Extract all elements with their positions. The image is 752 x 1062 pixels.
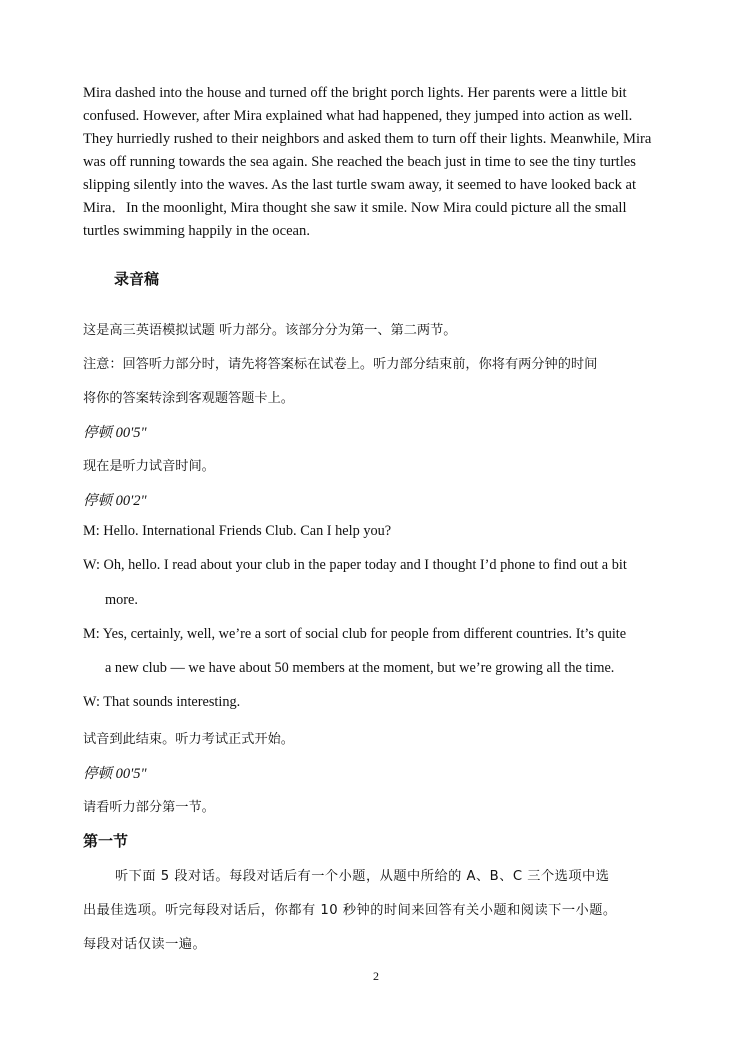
pause-marker: 停顿 00'5" — [83, 766, 147, 782]
story-line: They hurriedly rushed to their neighbors and asked them to turn off their lights. Meanwhile, Mira — [83, 131, 652, 147]
test-end-text: 试音到此结束。听力考试正式开始。 — [83, 732, 294, 747]
transcript-note-line: 将你的答案转涂到客观题答题卡上。 — [83, 391, 294, 406]
story-paragraph — [83, 82, 672, 243]
section1-instruction-line: 听下面 5 段对话。每段对话后有一个小题，从题中所给的 A、B、C 三个选项中选 — [115, 869, 610, 884]
dialogue-line: W: That sounds interesting. — [83, 694, 241, 710]
look-section-text: 请看听力部分第一节。 — [83, 800, 215, 815]
pause-marker: 停顿 00'2" — [83, 493, 147, 509]
section1-heading: 第一节 — [83, 832, 129, 850]
section1-instruction-line: 每段对话仅读一遍。 — [83, 937, 207, 952]
story-line: confused. However, after Mira explained what had happened, they jumped into action as well. — [83, 108, 633, 124]
story-line: was off running towards the sea again. She reached the beach just in time to see the tiny turtles — [83, 154, 636, 170]
transcript-heading: 录音稿 — [114, 270, 160, 288]
dialogue-line: M: Yes, certainly, well, we’re a sort of social club for people from different countries. It’s quite — [83, 626, 627, 642]
test-time-text: 现在是听力试音时间。 — [83, 459, 215, 474]
dialogue-line: W: Oh, hello. I read about your club in the paper today and I thought I’d phone to find out a bit — [83, 557, 627, 573]
dialogue-line-continued: a new club — we have about 50 members at the moment, but we’re growing all the time. — [105, 660, 615, 676]
page-number: 2 — [373, 969, 379, 983]
pause-marker: 停顿 00'5" — [83, 425, 147, 441]
dialogue-line-continued: more. — [105, 592, 138, 608]
story-line: Mira dashed into the house and turned off the bright porch lights. Her parents were a little bit — [83, 85, 627, 101]
transcript-intro: 这是高三英语模拟试题 听力部分。该部分分为第一、第二两节。 — [83, 323, 457, 338]
section1-instruction-line: 出最佳选项。听完每段对话后，你都有 10 秒钟的时间来回答有关小题和阅读下一小题。 — [83, 903, 617, 918]
story-line: turtles swimming happily in the ocean. — [83, 223, 310, 239]
transcript-note-line: 注意：回答听力部分时，请先将答案标在试卷上。听力部分结束前，你将有两分钟的时间 — [83, 357, 598, 372]
story-line: slipping silently into the waves. As the last turtle swam away, it seemed to have looked back at — [83, 177, 637, 193]
story-line: Mira．In the moonlight, Mira thought she saw it smile. Now Mira could picture all the small — [83, 200, 627, 216]
dialogue-line: M: Hello. International Friends Club. Can I help you? — [83, 523, 392, 539]
